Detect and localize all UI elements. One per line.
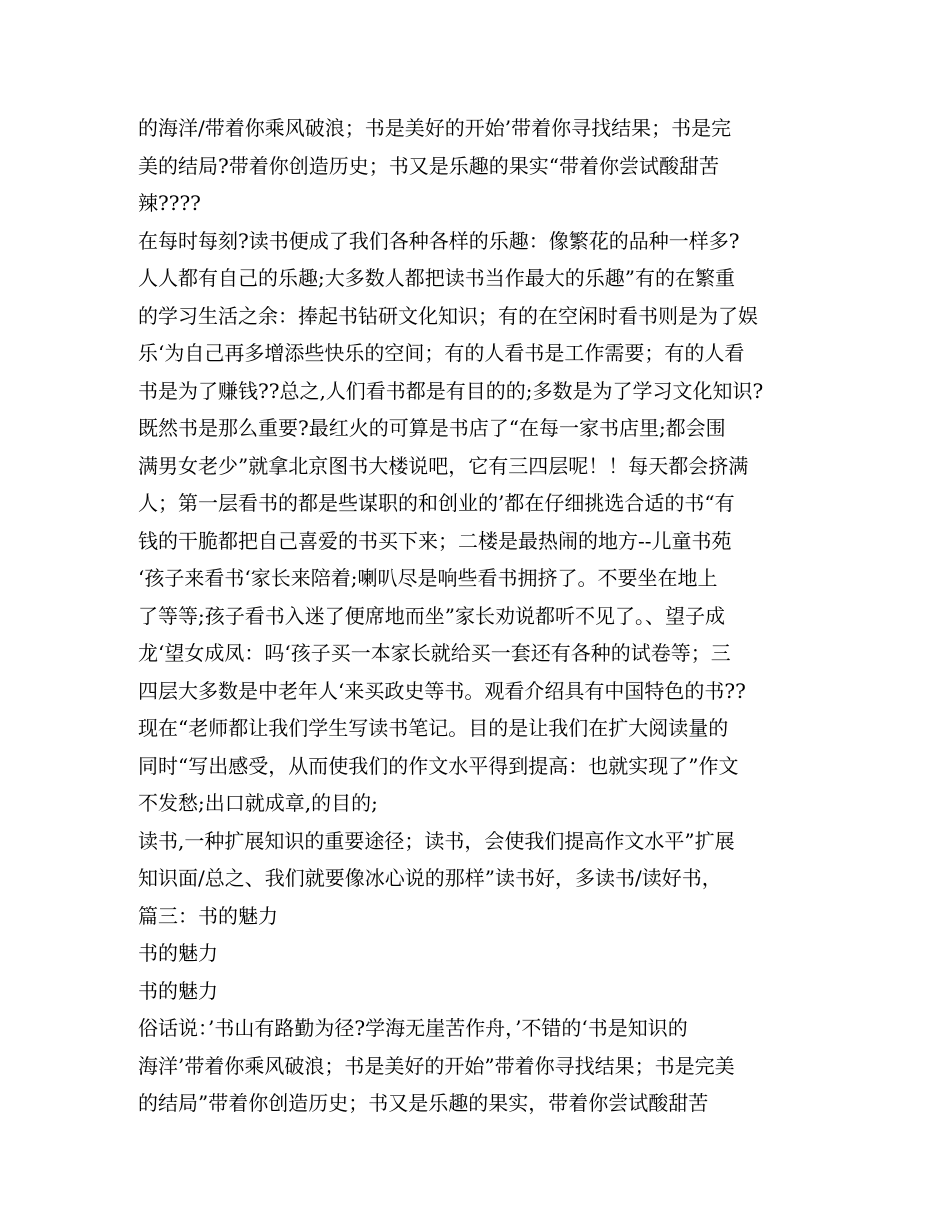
text-line: 钱的干脆都把自己喜爱的书买下来；二楼是最热闹的地方--儿童书苑 [138,528,732,553]
text-line: 在每时每刻?读书便成了我们各种各样的乐趣：像繁花的品种一样多? [138,228,740,253]
text-line: 四层大多数是中老年人‘来买政史等书。观看介绍具有中国特色的书?? [138,678,746,703]
text-line: 的学习生活之余：捧起书钻研文化知识；有的在空闲时看书则是为了娱 [138,303,758,328]
text-line: 同时“写出感受，从而使我们的作文水平得到提高：也就实现了”作文 [138,753,739,778]
text-line: 人；第一层看书的都是些谋职的和创业的’都在仔细挑选合适的书“有 [138,491,735,515]
text-line: 知识面/总之、我们就要像冰心说的那样”读书好，多读书/读好书， [138,866,722,890]
text-line: 龙‘望女成凤：吗‘孩子买一本家长就给买一套还有各种的试卷等；三 [138,641,731,665]
text-line: 不发愁;出口就成章,的目的; [138,791,378,815]
text-line: 了等等;孩子看书入迷了便席地而坐”家长劝说都听不见了。、望子成 [138,603,725,628]
section-heading: 篇三：书的魅力 [138,903,278,928]
text-line: 满男女老少”就拿北京图书大楼说吧，它有三四层呢！！每天都会挤满 [138,453,749,478]
text-line: 俗话说：’书山有路勤为径?学海无崖苦作舟，’不错的‘书是知识的 [138,1016,688,1040]
text-line: 读书,一种扩展知识的重要途径；读书，会使我们提高作文水平”扩展 [138,828,735,853]
text-line: 书是为了赚钱??总之,人们看书都是有目的的;多数是为了学习文化知识? [138,378,764,403]
text-line: 的结局”带着你创造历史；书又是乐趣的果实，带着你尝试酸甜苦 [138,1091,709,1115]
text-line: 的海洋/带着你乘风破浪；书是美好的开始’带着你寻找结果；书是完 [138,116,732,140]
text-line: 乐‘为自己再多增添些快乐的空间；有的人看书是工作需要；有的人看 [138,341,745,365]
text-line: 现在“老师都让我们学生写读书笔记。目的是让我们在扩大阅读量的 [138,716,729,740]
text-line: 辣???? [138,191,201,215]
text-line: 海洋’带着你乘风破浪；书是美好的开始”带着你寻找结果；书是完美 [138,1053,735,1078]
document-body [138,110,818,1123]
text-line: ‘孩子来看书‘家长来陪着;喇叭尽是响些看书拥挤了。不要坐在地上 [138,566,718,590]
text-line: 既然书是那么重要?最红火的可算是书店了“在每一家书店里;都会围 [138,416,726,440]
article-title: 书的魅力 [138,941,218,965]
text-line: 美的结局?带着你创造历史；书又是乐趣的果实“带着你尝试酸甜苦 [138,153,719,178]
article-title: 书的魅力 [138,978,218,1003]
text-line: 人人都有自己的乐趣;大多数人都把读书当作最大的乐趣”有的在繁重 [138,266,735,290]
